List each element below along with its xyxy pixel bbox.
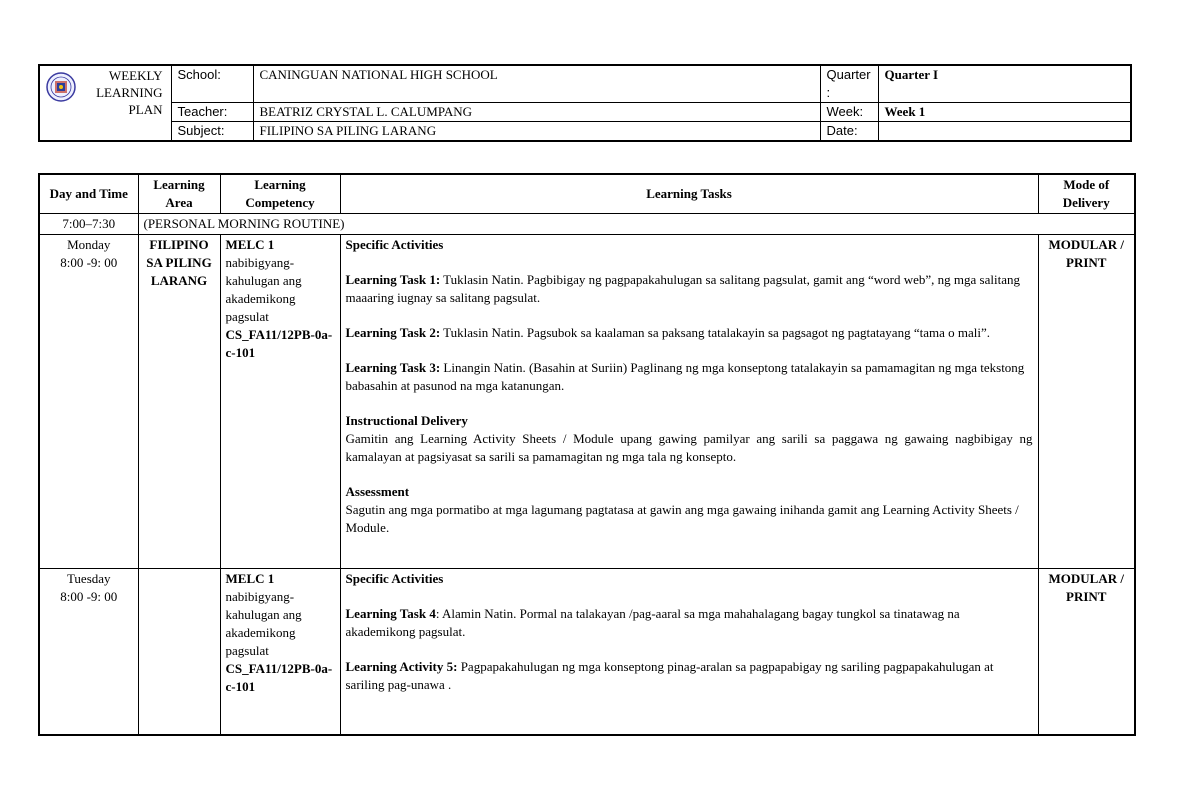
subject-value: FILIPINO SA PILING LARANG bbox=[253, 122, 820, 142]
tuesday-day: Tuesday bbox=[66, 571, 111, 586]
subject-label: Subject: bbox=[171, 122, 253, 142]
quarter-label: Quarter : bbox=[820, 65, 878, 103]
col-header-learning-competency: Learning Competency bbox=[220, 174, 340, 214]
school-label: School: bbox=[171, 65, 253, 103]
monday-instructional-heading: Instructional Delivery bbox=[345, 413, 468, 428]
routine-time: 7:00–7:30 bbox=[39, 214, 138, 235]
monday-task1 bbox=[346, 271, 1033, 307]
tuesday-code: CS_FA11/12PB-0a-c-101 bbox=[225, 661, 333, 694]
monday-task1-text: Tuklasin Natin. Pagbibigay ng pagpapakahulugan sa salitang pagsulat, gamit ang “word web”, ng mga salitang maaaring iugnay sa salitang pagsulat. bbox=[345, 272, 1020, 305]
tuesday-time: 8:00 -9: 00 bbox=[60, 589, 118, 604]
col-header-learning-area: Learning Area bbox=[138, 174, 220, 214]
monday-task3-label: Learning Task 3: bbox=[345, 360, 441, 375]
learning-plan-table bbox=[38, 173, 1136, 736]
col-header-learning-tasks: Learning Tasks bbox=[340, 174, 1038, 214]
teacher-label: Teacher: bbox=[171, 103, 253, 122]
monday-competency-cell bbox=[220, 235, 340, 569]
deped-seal-icon bbox=[46, 72, 76, 102]
monday-task2 bbox=[346, 324, 1033, 342]
monday-mode: MODULAR / PRINT bbox=[1038, 235, 1135, 569]
tuesday-task4-label: Learning Task 4 bbox=[345, 606, 436, 621]
monday-time: 8:00 -9: 00 bbox=[60, 255, 118, 270]
week-label: Week: bbox=[820, 103, 878, 122]
monday-task1-label: Learning Task 1: bbox=[345, 272, 441, 287]
monday-task3 bbox=[346, 359, 1033, 395]
table-row bbox=[39, 214, 1135, 235]
tuesday-melc: MELC 1 bbox=[225, 571, 275, 586]
tuesday-task4-text: : Alamin Natin. Pormal na talakayan /pag-aaral sa mga mahahalagang bagay tungkol sa tinatawag na akademikong pagsulat. bbox=[345, 606, 960, 639]
header-table bbox=[38, 64, 1132, 142]
tuesday-activity5 bbox=[346, 658, 1033, 694]
date-value bbox=[878, 122, 1131, 142]
monday-assessment-heading: Assessment bbox=[345, 484, 410, 499]
tuesday-task4 bbox=[346, 605, 1033, 641]
teacher-value: BEATRIZ CRYSTAL L. CALUMPANG bbox=[253, 103, 820, 122]
date-label: Date: bbox=[820, 122, 878, 142]
tuesday-activity5-label: Learning Activity 5: bbox=[345, 659, 458, 674]
tuesday-competency-cell bbox=[220, 569, 340, 735]
week-value: Week 1 bbox=[878, 103, 1131, 122]
monday-task2-text: Tuklasin Natin. Pagsubok sa kaalaman sa paksang tatalakayin sa pagsagot ng pagtatayang “tama o mali”. bbox=[440, 325, 990, 340]
monday-day-time bbox=[39, 235, 138, 569]
monday-specific-heading: Specific Activities bbox=[345, 237, 444, 252]
monday-code: CS_FA11/12PB-0a-c-101 bbox=[225, 327, 333, 360]
quarter-value: Quarter I bbox=[878, 65, 1131, 103]
monday-task2-label: Learning Task 2: bbox=[345, 325, 441, 340]
monday-instructional-text: Gamitin ang Learning Activity Sheets / Module upang gawing pamilyar ang sarili sa paggawa ng gawaing nagbibigay ng kamalayan at pagsiyasat sa sarili sa pamamagitan ng mga tala ng konsepto. bbox=[345, 431, 1033, 464]
table-row bbox=[39, 569, 1135, 735]
col-header-day-time: Day and Time bbox=[39, 174, 138, 214]
school-value: CANINGUAN NATIONAL HIGH SCHOOL bbox=[253, 65, 820, 103]
tuesday-day-time bbox=[39, 569, 138, 735]
tuesday-competency: nabibigyang-kahulugan ang akademikong pagsulat bbox=[225, 589, 302, 658]
monday-assessment-text: Sagutin ang mga pormatibo at mga lagumang pagtatasa at gawin ang mga gawaing inihanda gamit ang Learning Activity Sheets / Module. bbox=[345, 502, 1019, 535]
col-header-mode: Mode of Delivery bbox=[1038, 174, 1135, 214]
tuesday-tasks bbox=[340, 569, 1038, 735]
plan-title: WEEKLY LEARNING PLAN bbox=[96, 68, 163, 117]
monday-learning-area: FILIPINO SA PILING LARANG bbox=[138, 235, 220, 569]
monday-tasks bbox=[340, 235, 1038, 569]
tuesday-mode: MODULAR / PRINT bbox=[1038, 569, 1135, 735]
tuesday-activity5-text: Pagpapakahulugan ng mga konseptong pinag-aralan sa pagpapabigay ng sariling pagpapakahulugan at sariling pag-unawa . bbox=[345, 659, 994, 692]
monday-day: Monday bbox=[67, 237, 111, 252]
table-row bbox=[39, 235, 1135, 569]
monday-melc: MELC 1 bbox=[225, 237, 275, 252]
tuesday-learning-area bbox=[138, 569, 220, 735]
monday-competency: nabibigyang-kahulugan ang akademikong pagsulat bbox=[225, 255, 302, 324]
header-logo-cell bbox=[39, 65, 171, 141]
tuesday-specific-heading: Specific Activities bbox=[345, 571, 444, 586]
monday-task3-text: Linangin Natin. (Basahin at Suriin) Paglinang ng mga konseptong tatalakayin sa pamamagitan ng mga tekstong babasahin at pasunod na mga katanungan. bbox=[345, 360, 1025, 393]
routine-label: (PERSONAL MORNING ROUTINE) bbox=[138, 214, 1135, 235]
